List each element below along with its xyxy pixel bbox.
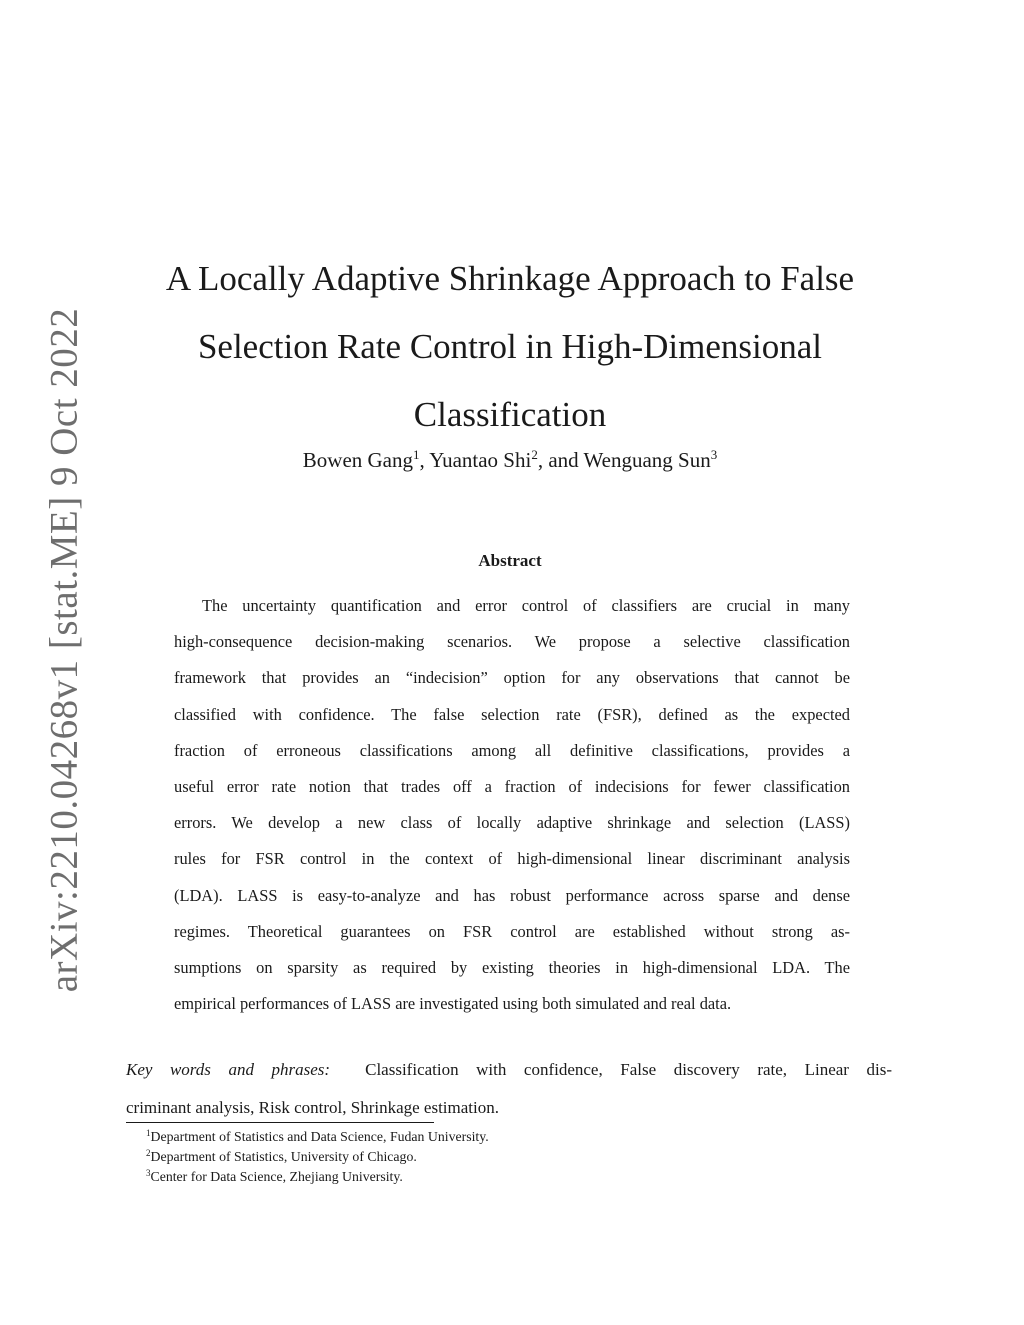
abstract-line: regimes. Theoretical guarantees on FSR control are established without strong as- <box>174 921 850 941</box>
abstract-heading: Abstract <box>478 551 542 570</box>
keywords-section <box>126 1051 892 1127</box>
abstract-text <box>174 588 850 1022</box>
footnote-mark: 3 <box>146 1168 151 1178</box>
author-affiliation-mark: 3 <box>710 447 718 462</box>
footnote <box>146 1167 489 1187</box>
arxiv-identifier: arXiv:2210.04268v1 [stat.ME] 9 Oct 2022 <box>42 307 86 993</box>
footnote <box>146 1147 489 1167</box>
footnote <box>146 1127 489 1147</box>
footnote-mark: 2 <box>146 1148 151 1158</box>
footnotes <box>146 1127 489 1187</box>
abstract-line: errors. We develop a new class of locally adaptive shrinkage and selection (LASS) <box>174 813 850 833</box>
author-name: Wenguang Sun <box>583 448 711 472</box>
abstract-line: classified with confidence. The false selection rate (FSR), defined as the expected <box>174 704 850 724</box>
author-name: Yuantao Shi <box>429 448 532 472</box>
footnote-mark: 1 <box>146 1128 151 1138</box>
footnote-text: Department of Statistics, University of Chicago. <box>150 1149 417 1164</box>
footnote-divider <box>126 1122 434 1123</box>
abstract-line: The uncertainty quantification and error control of classifiers are crucial in many <box>202 596 850 615</box>
abstract-line: sumptions on sparsity as required by existing theories in high-dimensional LDA. The <box>174 958 850 978</box>
author-name: Bowen Gang <box>302 448 413 472</box>
keywords-line <box>126 1051 892 1089</box>
title-line: Selection Rate Control in High-Dimensional <box>197 327 823 367</box>
title-line: A Locally Adaptive Shrinkage Approach to False <box>165 259 855 299</box>
abstract-line: rules for FSR control in the context of high-dimensional linear discriminant analysis <box>174 849 850 869</box>
author-affiliation-mark: 1 <box>413 447 420 462</box>
keywords-text: Classification with confidence, False discovery rate, Linear dis- <box>365 1060 892 1079</box>
abstract-line: framework that provides an “indecision” option for any observations that cannot be <box>174 668 850 688</box>
abstract-line: (LDA). LASS is easy-to-analyze and has robust performance across sparse and dense <box>174 885 850 905</box>
keywords-line: criminant analysis, Risk control, Shrinkage estimation. <box>126 1098 499 1117</box>
abstract-line: empirical performances of LASS are investigated using both simulated and real data. <box>174 994 732 1014</box>
abstract-line: high-consequence decision-making scenarios. We propose a selective classification <box>174 632 850 652</box>
keywords-label: Key words and phrases: <box>126 1060 331 1079</box>
abstract-line: useful error rate notion that trades off a fraction of indecisions for fewer classification <box>174 777 850 797</box>
footnote-text: Center for Data Science, Zhejiang University. <box>150 1169 403 1184</box>
title-line: Classification <box>413 395 607 435</box>
author-list <box>150 448 870 473</box>
abstract-line: fraction of erroneous classifications among all definitive classifications, provides a <box>174 740 850 760</box>
footnote-text: Department of Statistics and Data Science, Fudan University. <box>150 1129 489 1144</box>
author-affiliation-mark: 2 <box>531 447 538 462</box>
author-separator: , and <box>537 448 584 472</box>
paper-title <box>150 245 870 449</box>
author-separator: , <box>419 448 430 472</box>
